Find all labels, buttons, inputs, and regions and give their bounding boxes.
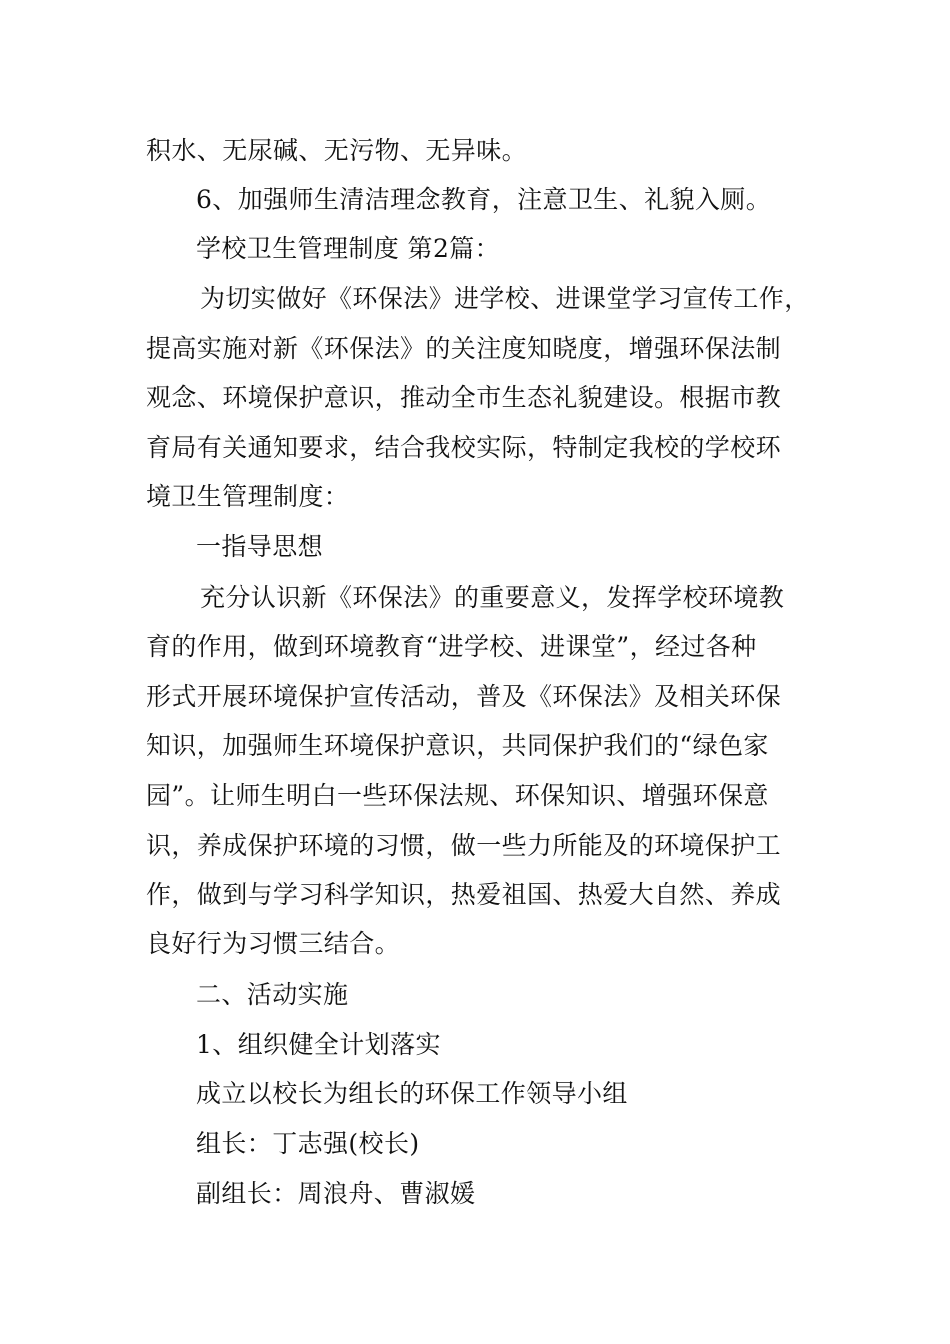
text-line: 形式开展环境保护宣传活动，普及《环保法》及相关环保 [146, 682, 782, 711]
text-line: 1、组织健全计划落实 [196, 1030, 441, 1059]
text-line: 育的作用，做到环境教育“进学校、进课堂”，经过各种 [146, 632, 757, 661]
text-line: 为切实做好《环保法》进学校、进课堂学习宣传工作， [200, 284, 810, 313]
text-line: 提高实施对新《环保法》的关注度知晓度，增强环保法制 [146, 334, 782, 363]
text-line: 良好行为习惯三结合。 [146, 929, 401, 958]
text-line: 境卫生管理制度： [146, 482, 350, 511]
text-line: 作，做到与学习科学知识，热爱祖国、热爱大自然、养成 [146, 880, 782, 909]
section-heading: 一指导思想 [196, 532, 324, 561]
text-line: 育局有关通知要求，结合我校实际，特制定我校的学校环 [146, 433, 782, 462]
text-line: 成立以校长为组长的环保工作领导小组 [196, 1079, 628, 1108]
text-line: 园”。让师生明白一些环保法规、环保知识、增强环保意 [146, 781, 769, 810]
text-line: 6、加强师生清洁理念教育，注意卫生、礼貌入厕。 [196, 185, 772, 214]
text-line: 识，养成保护环境的习惯，做一些力所能及的环境保护工 [146, 831, 782, 860]
text-line: 副组长：周浪舟、曹淑媛 [196, 1179, 476, 1208]
text-line: 知识，加强师生环境保护意识，共同保护我们的“绿色家 [146, 731, 769, 760]
text-line: 充分认识新《环保法》的重要意义，发挥学校环境教 [200, 583, 785, 612]
text-line: 积水、无尿碱、无污物、无异味。 [146, 136, 528, 165]
section-heading: 二、活动实施 [196, 980, 349, 1009]
section-heading: 学校卫生管理制度 第2篇： [196, 234, 501, 263]
text-line: 观念、环境保护意识，推动全市生态礼貌建设。根据市教 [146, 383, 782, 412]
text-line: 组长：丁志强(校长) [196, 1129, 420, 1158]
